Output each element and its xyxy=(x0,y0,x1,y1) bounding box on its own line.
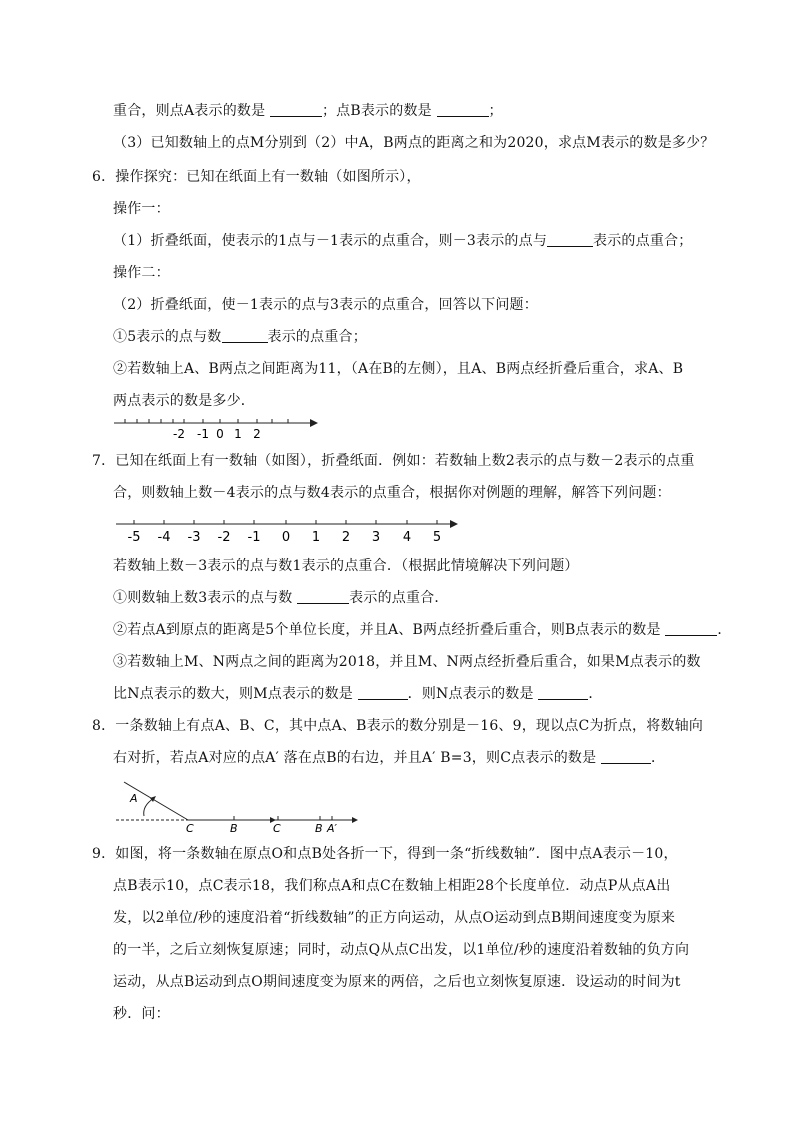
text-line: 若数轴上数－3表示的点与数1表示的点重合．（根据此情境解决下列问题） xyxy=(113,558,579,574)
text-line: ②若点A到原点的距离是5个单位长度，并且A、B两点经折叠后重合，则B点表示的数是 ． xyxy=(113,622,732,638)
point-label-a-prime: A′ xyxy=(327,822,338,834)
tick-label: 4 xyxy=(402,530,412,545)
text-line: 右对折，若点A对应的点A′ 落在点B的右边，并且A′ B=3，则C点表示的数是 ． xyxy=(113,750,666,766)
text-line: ①5表示的点与数 表示的点重合； xyxy=(113,329,367,345)
answer-blank[interactable] xyxy=(437,102,489,117)
arrow-head-icon xyxy=(450,520,458,528)
number-line-q7 xyxy=(112,514,462,546)
answer-blank[interactable] xyxy=(665,621,717,636)
tick-label: -1 xyxy=(247,530,261,545)
arrow-head-icon xyxy=(352,817,358,823)
text-line: 的一半，之后立刻恢复原速；同时，动点Q从点C出发，以1单位/秒的速度沿着数轴的负方向 xyxy=(113,942,690,958)
tick-label: -3 xyxy=(187,530,201,545)
tick-label: 0 xyxy=(216,427,224,441)
point-label-b: B xyxy=(315,822,323,834)
tick-label: -1 xyxy=(197,427,209,441)
question-7-title: 7．已知在纸面上有一数轴（如图），折叠纸面．例如：若数轴上数2表示的点与数－2表示的点重 xyxy=(92,453,695,469)
answer-blank[interactable] xyxy=(547,232,593,247)
answer-blank[interactable] xyxy=(538,685,588,700)
tick-label: 3 xyxy=(371,530,381,545)
tick-label: 0 xyxy=(281,530,291,545)
point-label-a: A xyxy=(130,792,138,805)
text-line: （2）折叠纸面，使－1表示的点与3表示的点重合，回答以下问题： xyxy=(113,297,538,313)
answer-blank[interactable] xyxy=(222,328,268,343)
tick-label: 5 xyxy=(432,530,442,545)
tick-label: -2 xyxy=(173,427,185,441)
tick-marks xyxy=(134,520,437,524)
tick-label: 2 xyxy=(253,427,261,441)
point-label-b: B xyxy=(230,822,238,834)
tick-label: -4 xyxy=(157,530,171,545)
question-8-title: 8．一条数轴上有点A、B、C，其中点A、B表示的数分别是－16、9，现以点C为折点，将数轴向 xyxy=(92,718,704,734)
folding-figure-q8 xyxy=(112,776,362,834)
answer-blank[interactable] xyxy=(601,749,651,764)
arrow-head-icon xyxy=(310,419,318,427)
text-line: 操作二： xyxy=(113,265,170,281)
text-line: 操作一： xyxy=(113,201,170,217)
text-line: 合，则数轴上数－4表示的点与数4表示的点重合，根据你对例题的理解，解答下列问题： xyxy=(113,485,671,501)
number-line-q6 xyxy=(112,414,322,444)
tick-label: -5 xyxy=(127,530,141,545)
text-line: 运动，从点B运动到点O期间速度变为原来的两倍，之后也立刻恢复原速．设运动的时间为t xyxy=(113,974,681,990)
text-line: （1）折叠纸面，使表示的1点与－1表示的点重合，则－3表示的点与 表示的点重合； xyxy=(113,233,693,249)
text-line: ①则数轴上数3表示的点与数 表示的点重合． xyxy=(113,590,449,606)
point-label-c: C xyxy=(186,822,194,834)
point-label-c: C xyxy=(273,822,281,834)
tick-label: 2 xyxy=(341,530,351,545)
text-line: ③若数轴上M、N两点之间的距离为2018，并且M、N两点经折叠后重合，如果M点表示的数 xyxy=(113,654,701,670)
answer-blank[interactable] xyxy=(270,102,322,117)
arrow-head-icon xyxy=(150,796,156,802)
answer-blank[interactable] xyxy=(358,685,408,700)
text-line: 点B表示10，点C表示18，我们称点A和点C在数轴上相距28个长度单位．动点P从点A出 xyxy=(113,878,671,894)
question-9-title: 9．如图，将一条数轴在原点O和点B处各折一下，得到一条“折线数轴”．图中点A表示－10， xyxy=(92,846,678,862)
answer-blank[interactable] xyxy=(297,589,349,604)
text-line: 两点表示的数是多少． xyxy=(113,393,255,409)
tick-label: 1 xyxy=(234,427,242,441)
text-line: 比N点表示的数大，则M点表示的数是 ．则N点表示的数是 ． xyxy=(113,686,603,702)
tick-label: 1 xyxy=(311,530,321,545)
question-6-title: 6．操作探究：已知在纸面上有一数轴（如图所示）， xyxy=(92,169,421,185)
tick-marks xyxy=(125,419,288,423)
text-line: （3）已知数轴上的点M分别到（2）中A，B两点的距离之和为2020，求点M表示的数是多少？ xyxy=(113,135,715,151)
text-line: 秒．问： xyxy=(113,1006,170,1022)
text-line: 重合，则点A表示的数是 ；点B表示的数是 ； xyxy=(113,103,503,119)
text-line: 发，以2单位/秒的速度沿着“折线数轴”的正方向运动，从点O运动到点B期间速度变为原来 xyxy=(113,910,676,926)
tick-label: -2 xyxy=(217,530,231,545)
text-line: ②若数轴上A、B两点之间距离为11，（A在B的左侧），且A、B两点经折叠后重合，求A、B xyxy=(113,361,684,377)
